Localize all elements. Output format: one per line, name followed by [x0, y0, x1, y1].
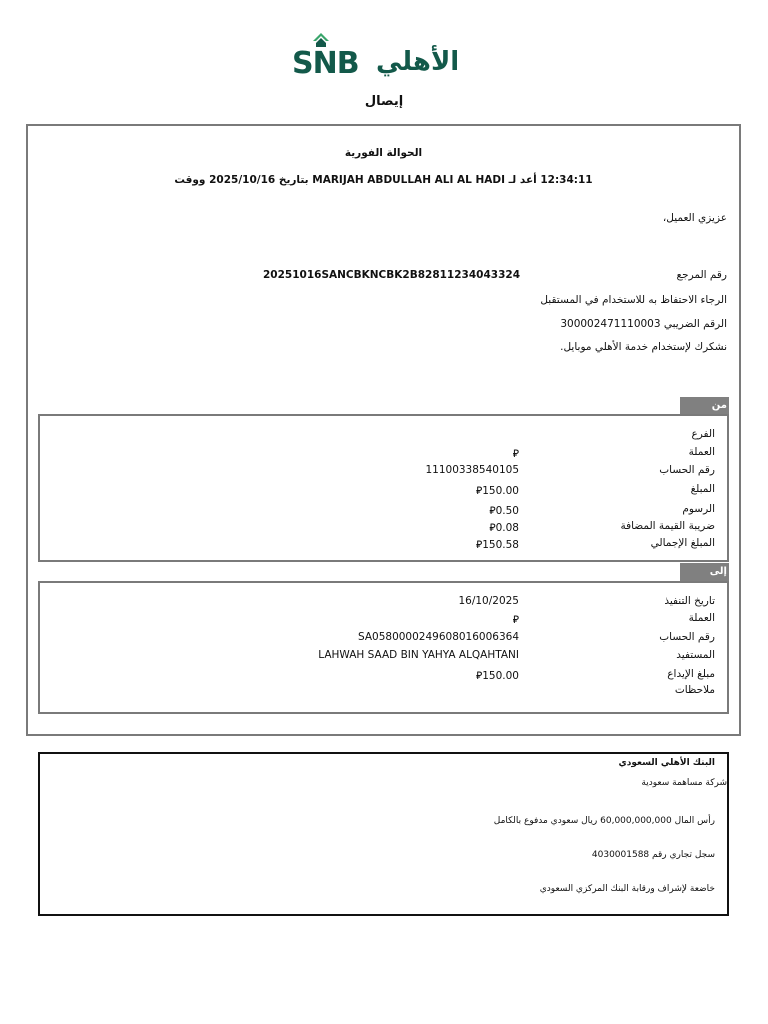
footer-supervision: خاضعة لإشراف ورقابة البنك المركزي السعودي	[539, 884, 715, 894]
to-section-tab: إلى	[680, 563, 729, 581]
from-row-vat	[40, 520, 727, 536]
to-row-currency	[40, 612, 727, 628]
to-row-deposit-amount	[40, 668, 727, 684]
row-value: ⃁150.00	[476, 485, 519, 497]
footer-capital: رأس المال 60,000,000,000 ريال سعودي مدفوع بالكامل	[493, 816, 715, 826]
row-label: ضريبة القيمة المضافة	[620, 520, 715, 532]
to-section-box	[38, 581, 729, 714]
row-value: ⃁150.58	[476, 539, 519, 551]
logo-snb-text: SNB	[292, 46, 359, 81]
to-row-notes	[40, 684, 727, 700]
row-label: مبلغ الإيداع	[667, 668, 715, 680]
row-label: رقم الحساب	[659, 464, 715, 476]
page-title: إيصال	[364, 94, 404, 109]
from-section-box	[38, 414, 729, 562]
from-row-currency	[40, 446, 727, 462]
prepared-for-line: 12:34:11 أعد لـ MARIJAH ABDULLAH ALI AL HADI بتاريخ 2025/10/16 ووقت	[174, 174, 593, 186]
row-value: 16/10/2025	[458, 595, 519, 607]
row-label: الرسوم	[682, 503, 715, 515]
reference-label: رقم المرجع	[676, 269, 727, 281]
from-section-tab: من	[680, 397, 729, 415]
bank-footer	[38, 752, 729, 916]
reference-value: 20251016SANCBKNCBK2B82811234043324	[263, 269, 520, 281]
to-row-execution-date	[40, 595, 727, 611]
keep-note: الرجاء الاحتفاظ به للاستخدام في المستقبل	[540, 294, 727, 306]
row-value: 11100338540105	[425, 464, 519, 476]
row-label: الفرع	[691, 428, 715, 440]
snb-logo	[292, 32, 462, 80]
row-label: المستفيد	[676, 649, 715, 661]
row-label: ملاحظات	[674, 684, 715, 696]
row-label: رقم الحساب	[659, 631, 715, 643]
row-label: المبلغ الإجمالي	[650, 537, 715, 549]
row-label: تاريخ التنفيذ	[664, 595, 715, 607]
to-row-account	[40, 631, 727, 647]
from-row-branch	[40, 428, 727, 444]
from-row-account	[40, 464, 727, 480]
greeting: عزيزي العميل،	[662, 212, 727, 224]
logo-arabic-text: الأهلي	[376, 47, 460, 77]
from-row-fees	[40, 503, 727, 519]
row-value: ⃁150.00	[476, 670, 519, 682]
tax-number: الرقم الضريبي 300002471110003	[560, 318, 727, 330]
footer-bank-name: البنك الأهلي السعودي	[618, 758, 715, 768]
row-value: SA0580000249608016006364	[357, 631, 519, 643]
row-value: ⃁0.08	[489, 522, 519, 534]
row-label: العملة	[688, 612, 715, 624]
row-value: ⃁0.50	[489, 505, 519, 517]
row-value: LAHWAH SAAD BIN YAHYA ALQAHTANI	[318, 649, 519, 661]
thanks-note: نشكرك لإستخدام خدمة الأهلي موبايل.	[560, 341, 727, 353]
row-value: ⃁	[512, 614, 519, 626]
row-value: ⃁	[512, 448, 519, 460]
to-row-beneficiary	[40, 649, 727, 665]
footer-cr-number: سجل تجاري رقم 4030001588	[591, 850, 715, 860]
transfer-type: الحوالة الفورية	[344, 147, 423, 159]
from-row-total	[40, 537, 727, 553]
row-label: العملة	[688, 446, 715, 458]
from-row-amount	[40, 483, 727, 499]
row-label: المبلغ	[690, 483, 715, 495]
footer-company-type: شركة مساهمة سعودية	[641, 778, 727, 788]
